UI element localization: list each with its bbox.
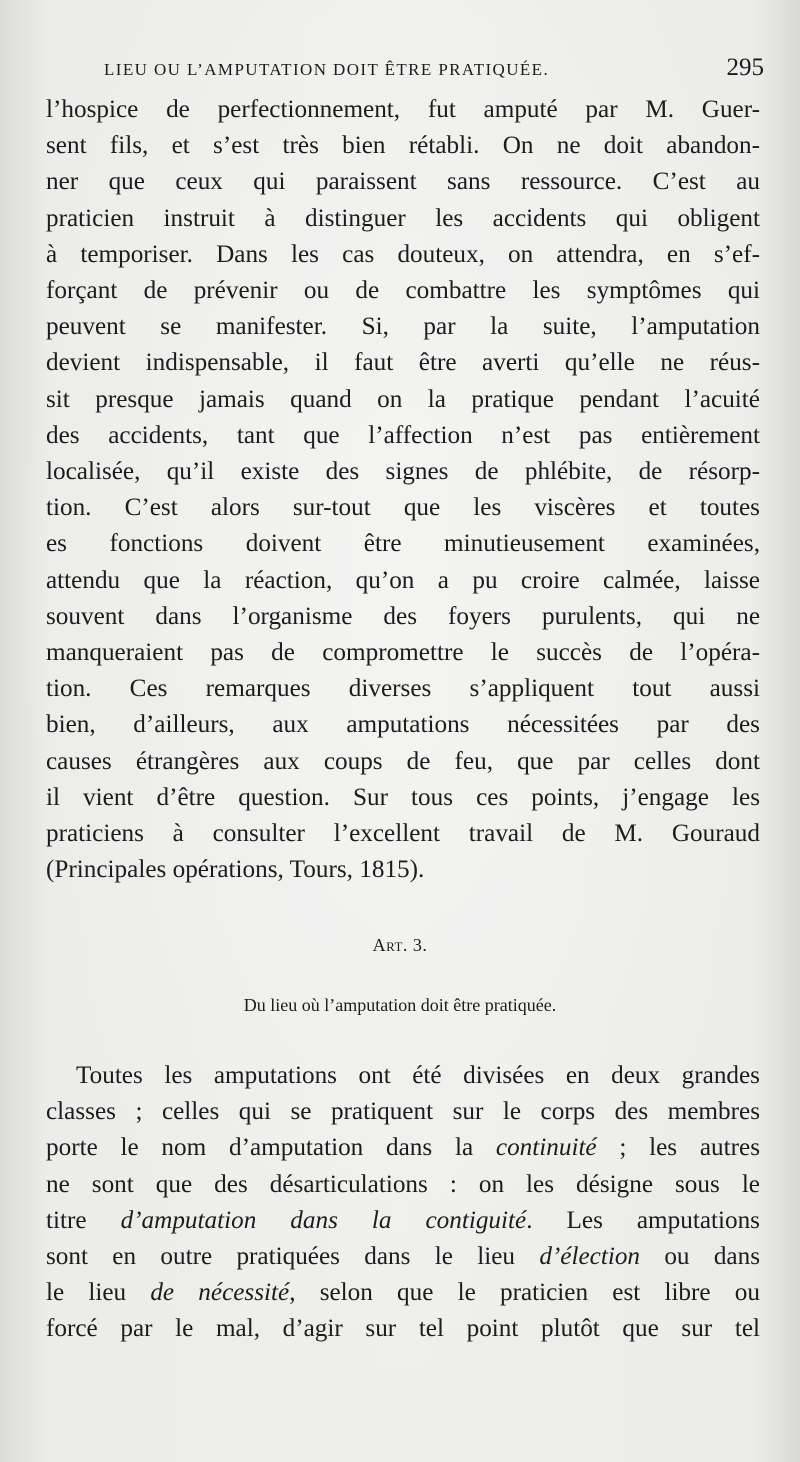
text-line: souvent dans l’organisme des foyers purulents, qui ne: [46, 602, 760, 630]
text-line: devient indispensable, il faut être averti qu’elle ne réus-: [46, 349, 760, 377]
text-line: porte le nom d’amputation dans la continuité ; les autres: [46, 1134, 761, 1162]
text-line: Toutes les amputations ont été divisées en deux grandes: [76, 1062, 760, 1089]
italic-term: de nécessité: [150, 1279, 290, 1307]
article-subtitle: Du lieu où l’amputation doit être pratiquée.: [243, 995, 557, 1015]
text-line: titre d’amputation dans la contiguité. Les amputations: [46, 1206, 760, 1234]
text-line: forçant de prévenir ou de combattre les symptômes qui: [46, 277, 760, 305]
text-line: es fonctions doivent être minutieusement examinées,: [46, 530, 760, 558]
text-line: (Principales opérations, Tours, 1815).: [46, 856, 425, 884]
text-line: tion. Ces remarques diverses s’appliquent tout aussi: [46, 675, 760, 703]
text-line: il vient d’être question. Sur tous ces points, j’engage les: [46, 783, 760, 811]
text-line: le lieu de nécessité, selon que le praticien est libre ou: [46, 1279, 760, 1307]
text-line: sit presque jamais quand on la pratique pendant l’acuité: [46, 385, 760, 413]
text-line: manqueraient pas de compromettre le succès de l’opéra-: [46, 639, 760, 667]
text-line: classes ; celles qui se pratiquent sur le corps des membres: [46, 1098, 760, 1126]
article-number: Art. 3.: [372, 935, 428, 955]
text-line: forcé par le mal, d’agir sur tel point plutôt que sur tel: [46, 1315, 760, 1343]
text-line: ner que ceux qui paraissent sans ressource. C’est au: [46, 168, 760, 196]
text-line: praticiens à consulter l’excellent travail de M. Gouraud: [46, 820, 760, 848]
paragraph-continued: [46, 92, 760, 888]
text-line: des accidents, tant que l’affection n’est pas entièrement: [46, 421, 760, 449]
article-heading: [0, 935, 800, 956]
running-head: [104, 54, 764, 82]
text-line: praticien instruit à distinguer les accidents qui obligent: [46, 204, 760, 232]
italic-term: d’amputation dans la contiguité: [120, 1206, 527, 1234]
text-line: l’hospice de perfectionnement, fut amputé par M. Guer-: [46, 96, 760, 123]
text-line: peuvent se manifester. Si, par la suite, l’amputation: [46, 313, 760, 341]
text-line: tion. C’est alors sur-tout que les viscères et toutes: [46, 494, 760, 522]
text-line: localisée, qu’il existe des signes de phlébite, de résorp-: [46, 458, 760, 486]
text-line: à temporiser. Dans les cas douteux, on attendra, en s’ef-: [46, 240, 760, 268]
text-line: sont en outre pratiquées dans le lieu d’élection ou dans: [46, 1243, 760, 1271]
text-line: bien, d’ailleurs, aux amputations nécessitées par des: [46, 711, 760, 739]
italic-term: continuité: [495, 1134, 597, 1162]
italic-term: d’élection: [539, 1243, 641, 1271]
running-title: LIEU OU L’AMPUTATION DOIT ÊTRE PRATIQUÉE.: [104, 60, 550, 79]
text-line: causes étrangères aux coups de feu, que par celles dont: [46, 747, 760, 775]
paragraph-new: [46, 1058, 760, 1348]
page-number: 295: [726, 54, 764, 81]
text-line: attendu que la réaction, qu’on a pu croire calmée, laisse: [46, 566, 760, 594]
text-line: sent fils, et s’est très bien rétabli. On ne doit abandon-: [46, 132, 760, 160]
text-line: ne sont que des désarticulations : on les désigne sous le: [46, 1170, 760, 1198]
